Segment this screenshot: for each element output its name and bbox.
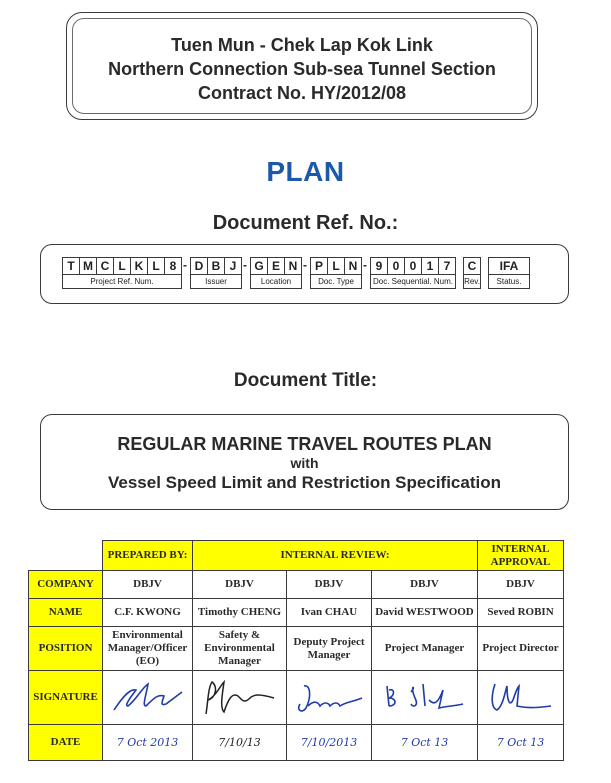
doc-title-line3: Vessel Speed Limit and Restriction Specification <box>107 473 501 492</box>
position-cell: Project Director <box>478 627 564 671</box>
ref-char-cell: E <box>267 257 285 275</box>
project-name: Tuen Mun - Chek Lap Kok Link <box>171 35 433 55</box>
date-cell: 7 Oct 13 <box>478 725 564 761</box>
project-header-text <box>67 33 537 105</box>
name-cell: Seved ROBIN <box>478 599 564 627</box>
ref-char-cell: D <box>190 257 208 275</box>
name-cell: Ivan CHAU <box>287 599 372 627</box>
ref-dash: - <box>183 258 187 272</box>
ref-char-cell: C <box>96 257 114 275</box>
project-header-box <box>66 12 538 120</box>
ref-char-cell: M <box>79 257 97 275</box>
project-section: Northern Connection Sub-sea Tunnel Section <box>108 59 496 79</box>
ref-char-cell: 8 <box>164 257 182 275</box>
date-cell: 7 Oct 2013 <box>103 725 193 761</box>
date-cell: 7 Oct 13 <box>372 725 478 761</box>
ref-field-label: Doc. Type <box>310 275 362 289</box>
name-cell: Timothy CHENG <box>193 599 287 627</box>
date-cell: 7/10/13 <box>193 725 287 761</box>
position-cell: Safety & Environmental Manager <box>193 627 287 671</box>
date-cell: 7/10/2013 <box>287 725 372 761</box>
row-label-name: NAME <box>29 599 103 627</box>
signature-cell <box>372 671 478 725</box>
contract-number: Contract No. HY/2012/08 <box>197 83 407 103</box>
ref-char-cell: K <box>130 257 148 275</box>
signature-image <box>198 676 282 720</box>
ref-field-label: Issuer <box>190 275 242 289</box>
ref-char-cell: G <box>250 257 268 275</box>
ref-char-cell: 7 <box>438 257 456 275</box>
company-cell: DBJV <box>372 571 478 599</box>
table-corner <box>29 541 103 571</box>
company-cell: DBJV <box>287 571 372 599</box>
doc-title-text <box>41 433 568 495</box>
internal-approval-header: INTERNAL APPROVAL <box>478 541 564 571</box>
signature-image <box>290 676 368 720</box>
position-cell: Project Manager <box>372 627 478 671</box>
doc-title-label: Document Title: <box>233 370 378 391</box>
signature-cell <box>103 671 193 725</box>
ref-char-cell: B <box>207 257 225 275</box>
ref-char-cell: J <box>224 257 242 275</box>
row-label-company: COMPANY <box>29 571 103 599</box>
position-cell: Environmental Manager/Officer (EO) <box>103 627 193 671</box>
prepared-by-header: PREPARED BY: <box>103 541 193 571</box>
name-cell: David WESTWOOD <box>372 599 478 627</box>
doc-title-box <box>40 414 569 510</box>
ref-field-label: Location <box>250 275 302 289</box>
ref-char-cell: L <box>113 257 131 275</box>
document-type-title: PLAN <box>266 156 345 187</box>
company-cell: DBJV <box>478 571 564 599</box>
doc-title-line2: with <box>290 455 319 471</box>
internal-review-header: INTERNAL REVIEW: <box>193 541 478 571</box>
name-cell: C.F. KWONG <box>103 599 193 627</box>
ref-char-cell: 0 <box>387 257 405 275</box>
row-label-date: DATE <box>29 725 103 761</box>
ref-char-cell: 0 <box>404 257 422 275</box>
ref-dash: - <box>363 258 367 272</box>
ref-char-cell: 9 <box>370 257 388 275</box>
ref-char-cell: N <box>284 257 302 275</box>
signature-image <box>377 676 473 720</box>
signature-cell <box>193 671 287 725</box>
ref-char-cell: N <box>344 257 362 275</box>
company-cell: DBJV <box>193 571 287 599</box>
ref-field-label: Project Ref. Num. <box>62 275 182 289</box>
ref-char-cell: IFA <box>488 257 530 275</box>
signature-cell <box>478 671 564 725</box>
ref-field-label: Doc. Sequential. Num. <box>370 275 456 289</box>
ref-char-cell: L <box>327 257 345 275</box>
signature-image <box>108 676 188 720</box>
ref-char-cell: 1 <box>421 257 439 275</box>
ref-dash: - <box>243 258 247 272</box>
company-cell: DBJV <box>103 571 193 599</box>
ref-field-label: Status. <box>488 275 530 289</box>
ref-field-label: Rev. <box>463 275 481 289</box>
ref-dash: - <box>303 258 307 272</box>
ref-char-cell: T <box>62 257 80 275</box>
row-label-position: POSITION <box>29 627 103 671</box>
ref-char-cell: L <box>147 257 165 275</box>
doc-ref-label: Document Ref. No.: <box>212 212 399 234</box>
ref-char-cell: P <box>310 257 328 275</box>
ref-char-cell: C <box>463 257 481 275</box>
signature-image <box>481 676 561 720</box>
row-label-signature: SIGNATURE <box>29 671 103 725</box>
position-cell: Deputy Project Manager <box>287 627 372 671</box>
doc-title-line1: REGULAR MARINE TRAVEL ROUTES PLAN <box>117 434 492 454</box>
signature-cell <box>287 671 372 725</box>
approval-table <box>28 540 564 761</box>
